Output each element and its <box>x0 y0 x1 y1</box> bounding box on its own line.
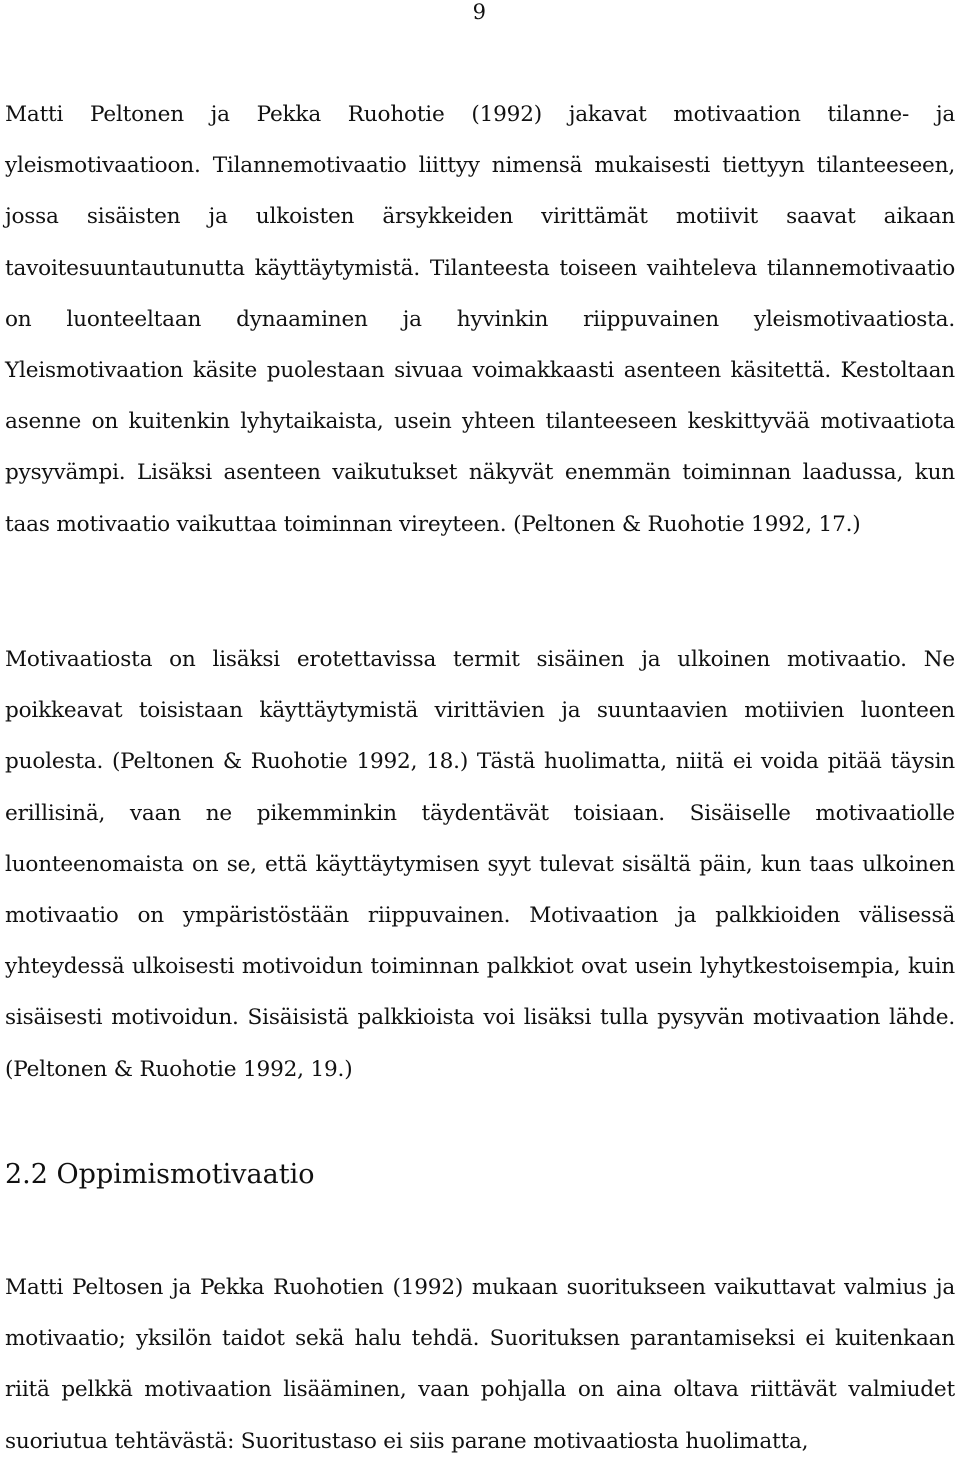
section-heading: 2.2 Oppimismotivaatio <box>5 1159 315 1190</box>
page-number: 9 <box>472 0 486 24</box>
paragraph-motivation-types: Matti Peltonen ja Pekka Ruohotie (1992) jakavat motivaation tilanne- ja yleismotivaatioon. Tilannemotivaatio liittyy nimensä mukaisesti tiettyyn tilanteeseen, jossa sisäisten ja ulkoisten ärsykkeiden virittämät motiivit saavat aikaan tavoitesuuntautunutta käyttäytymistä. Tilanteesta toiseen vaihteleva tilannemotivaatio on luonteeltaan dynaaminen ja hyvinkin riippuvainen yleismotivaatiosta. Yleismotivaation käsite puolestaan sivuaa voimakkaasti asenteen käsitettä. Kestoltaan asenne on kuitenkin lyhytaikaista, usein yhteen tilanteeseen keskittyvää motivaatiota pysyvämpi. Lisäksi asenteen vaikutukset näkyvät enemmän toiminnan laadussa, kun taas motivaatio vaikuttaa toiminnan vireyteen. (Peltonen & Ruohotie 1992, 17.) <box>5 102 955 537</box>
paragraph-learning-motivation: Matti Peltosen ja Pekka Ruohotien (1992) mukaan suoritukseen vaikuttavat valmius ja motivaatio; yksilön taidot sekä halu tehdä. Suorituksen parantamiseksi ei kuitenkaan riitä pelkkä motivaation lisääminen, vaan pohjalla on aina oltava riittävät valmiudet suoriutua tehtävästä: Suoritustaso ei siis parane motivaatiosta huolimatta, <box>5 1275 955 1454</box>
paragraph-intrinsic-extrinsic: Motivaatiosta on lisäksi erotettavissa termit sisäinen ja ulkoinen motivaatio. Ne poikkeavat toisistaan käyttäytymistä virittävien ja suuntaavien motiivien luonteen puolesta. (Peltonen & Ruohotie 1992, 18.) Tästä huolimatta, niitä ei voida pitää täysin erillisinä, vaan ne pikemminkin täydentävät toisiaan. Sisäiselle motivaatiolle luonteenomaista on se, että käyttäytymisen syyt tulevat sisältä päin, kun taas ulkoinen motivaatio on ympäristöstään riippuvainen. Motivaation ja palkkioiden välisessä yhteydessä ulkoisesti motivoidun toiminnan palkkiot ovat usein lyhytkestoisempia, kuin sisäisesti motivoidun. Sisäisistä palkkioista voi lisäksi tulla pysyvän motivaation lähde. (Peltonen & Ruohotie 1992, 19.) <box>5 647 955 1082</box>
